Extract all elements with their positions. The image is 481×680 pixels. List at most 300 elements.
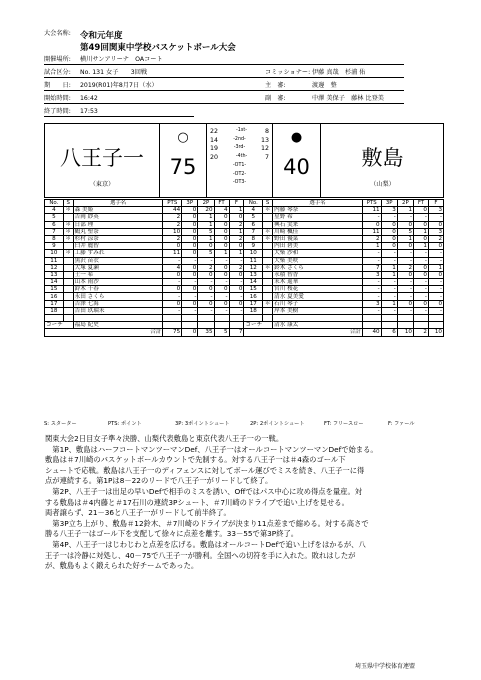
- legend-foul: F: ファール: [388, 421, 415, 427]
- home-player-name: 吉澤 七海: [73, 300, 163, 307]
- col-header-no: No.: [45, 200, 64, 207]
- total-row: [45, 329, 444, 336]
- away-player-2p: -: [397, 293, 413, 300]
- period-scores: [207, 128, 272, 188]
- empty-cell: [63, 315, 73, 322]
- home-player-2p: -: [198, 279, 214, 286]
- report-line: 敷島は＃7川崎のバスケットボールカウントで先制する。対する八王子一は＃4森のゴール下: [45, 455, 346, 465]
- home-total-f: 7: [229, 329, 244, 336]
- period-home: 22: [210, 128, 219, 135]
- away-player-3p: 0: [381, 243, 397, 250]
- home-starter-mark: [63, 271, 73, 278]
- empty-cell: [73, 315, 163, 322]
- empty-cell: [244, 315, 263, 322]
- away-player-3p: -: [381, 250, 397, 257]
- home-starter-mark: ＊: [63, 250, 73, 257]
- home-player-points: -: [163, 257, 182, 264]
- home-player-ft: 0: [214, 235, 229, 242]
- table-row: [45, 300, 444, 307]
- legend-3p: 3P: 3ポイントシュート: [175, 421, 230, 427]
- away-player-2p: -: [397, 279, 413, 286]
- period-away: 7: [264, 153, 269, 161]
- away-player-name: 清水 夏美愛: [273, 293, 363, 300]
- away-player-name: 川崎 楓佳: [273, 228, 363, 235]
- table-row: [45, 207, 444, 214]
- col-header-2p: 2P: [397, 200, 413, 207]
- away-player-name: 興石 実来: [273, 221, 363, 228]
- period-away: 8: [264, 128, 269, 135]
- away-total-label: 合計: [244, 329, 362, 336]
- away-player-fouls: 0: [428, 221, 443, 228]
- away-player-3p: 1: [381, 264, 397, 271]
- away-player-3p: 0: [381, 228, 397, 235]
- empty-cell: [182, 315, 198, 322]
- col-header-s: S: [63, 200, 73, 207]
- away-player-name: 野田 優菜: [273, 235, 363, 242]
- empty-cell: [163, 322, 182, 329]
- report-line: 王子一は冷静に対処し、40－75で八王子一が勝利。全国への切符を手に入れた。敗れはしたが: [45, 550, 356, 560]
- away-starter-mark: [263, 286, 273, 293]
- home-player-points: 44: [163, 207, 182, 214]
- away-starter-mark: [263, 293, 273, 300]
- home-player-3p: -: [182, 257, 198, 264]
- table-row: [45, 279, 444, 286]
- empty-cell: [214, 315, 229, 322]
- away-starter-mark: [263, 250, 273, 257]
- home-player-number: 8: [45, 235, 64, 242]
- table-row: [45, 214, 444, 221]
- home-player-2p: -: [198, 293, 214, 300]
- table-row-empty: [45, 315, 444, 322]
- col-header-ft: FT: [214, 200, 229, 207]
- home-player-2p: 0: [198, 271, 214, 278]
- row4-underline: [44, 116, 194, 117]
- away-starter-mark: [263, 279, 273, 286]
- col-header-s: S: [263, 200, 273, 207]
- home-player-2p: -: [198, 307, 214, 314]
- home-player-2p: 5: [198, 250, 214, 257]
- away-player-points: -: [362, 257, 381, 264]
- home-player-ft: -: [214, 307, 229, 314]
- col-header-name: 選手名: [73, 200, 163, 207]
- away-starter-mark: ＊: [263, 300, 273, 307]
- away-player-fouls: 0: [428, 243, 443, 250]
- away-player-3p: 3: [381, 207, 397, 214]
- away-player-ft: -: [414, 307, 429, 314]
- empty-cell: [362, 315, 381, 322]
- empty-cell: [414, 322, 429, 329]
- home-player-2p: 0: [198, 286, 214, 293]
- table-row: [45, 243, 444, 250]
- home-player-fouls: 1: [229, 228, 244, 235]
- home-player-name: 日部 理: [73, 221, 163, 228]
- legend-ft: FT: フリースロー: [324, 421, 364, 427]
- home-player-2p: 20: [198, 207, 214, 214]
- table-row: [45, 257, 444, 264]
- home-player-3p: -: [182, 279, 198, 286]
- home-player-3p: -: [182, 307, 198, 314]
- end-time: 17:53: [80, 108, 98, 115]
- away-player-3p: -: [381, 293, 397, 300]
- home-starter-mark: [63, 257, 73, 264]
- table-header-row: [45, 200, 444, 207]
- away-player-ft: 1: [414, 243, 429, 250]
- home-total-ft: 5: [214, 329, 229, 336]
- away-player-3p: -: [381, 307, 397, 314]
- home-player-fouls: 0: [229, 271, 244, 278]
- empty-cell: [428, 322, 443, 329]
- away-player-ft: 0: [414, 300, 429, 307]
- home-player-3p: 0: [182, 271, 198, 278]
- empty-cell: [198, 315, 214, 322]
- home-player-fouls: -: [229, 257, 244, 264]
- away-player-name: 星野 希: [273, 214, 363, 221]
- period-label: -2nd-: [233, 136, 246, 142]
- away-player-ft: -: [414, 257, 429, 264]
- period-row: [207, 154, 272, 163]
- home-player-name: 森 美姫: [73, 207, 163, 214]
- away-player-ft: -: [414, 286, 429, 293]
- away-player-name: 内田 碧美: [273, 243, 363, 250]
- home-player-name: 黒沢 苗衣: [73, 257, 163, 264]
- game-no-label: 試合区分:: [44, 69, 71, 76]
- away-player-points: 11: [362, 207, 381, 214]
- away-player-2p: 0: [397, 300, 413, 307]
- empty-cell: [263, 315, 273, 322]
- home-player-name: 工藤 すみれ: [73, 250, 163, 257]
- home-player-3p: -: [182, 293, 198, 300]
- empty-cell: [414, 315, 429, 322]
- away-player-3p: -: [381, 279, 397, 286]
- home-player-3p: 0: [182, 235, 198, 242]
- home-player-points: -: [163, 293, 182, 300]
- empty-cell: [45, 315, 64, 322]
- home-player-ft: 4: [214, 207, 229, 214]
- home-player-fouls: 0: [229, 300, 244, 307]
- ot-label: -OT1-: [232, 163, 247, 168]
- home-starter-mark: [63, 300, 73, 307]
- home-player-number: 4: [45, 207, 64, 214]
- away-player-name: 大柴 美咲: [273, 257, 363, 264]
- away-player-number: 14: [244, 279, 263, 286]
- away-player-ft: 0: [414, 264, 429, 271]
- commissioner-label: コミッショナー:: [265, 69, 311, 76]
- home-starter-mark: [63, 286, 73, 293]
- home-total-p3: 0: [182, 329, 198, 336]
- away-player-ft: -: [414, 250, 429, 257]
- home-player-points: 0: [163, 300, 182, 307]
- away-player-ft: -: [414, 214, 429, 221]
- home-player-fouls: 0: [229, 214, 244, 221]
- period-away: 13: [260, 136, 269, 144]
- game-report: [45, 434, 450, 572]
- home-player-name: 大塚 夏瀬: [73, 264, 163, 271]
- home-player-number: 6: [45, 221, 64, 228]
- away-player-number: 12: [244, 264, 263, 271]
- away-player-2p: 0: [397, 271, 413, 278]
- table-row: [45, 271, 444, 278]
- home-player-2p: 1: [198, 214, 214, 221]
- period-row: [207, 145, 272, 154]
- home-player-ft: 0: [214, 243, 229, 250]
- home-starter-mark: [63, 293, 73, 300]
- table-row: [45, 307, 444, 314]
- coach-row: [45, 322, 444, 329]
- table-row: [45, 250, 444, 257]
- away-player-2p: 0: [397, 243, 413, 250]
- home-player-3p: 0: [182, 300, 198, 307]
- legend-2p: 2P: 2ポイントシュート: [250, 421, 305, 427]
- home-player-ft: -: [214, 257, 229, 264]
- period-label: -3rd-: [233, 145, 246, 150]
- home-player-number: 17: [45, 300, 64, 307]
- col-header-3p: 3P: [182, 200, 198, 207]
- away-starter-mark: ＊: [263, 264, 273, 271]
- home-player-2p: 1: [198, 235, 214, 242]
- away-player-3p: 0: [381, 221, 397, 228]
- referee: 渡邊 整: [312, 82, 337, 89]
- away-total-ft: 2: [414, 329, 429, 336]
- home-player-number: 9: [45, 243, 64, 250]
- umpire-label: 副 審:: [265, 95, 286, 102]
- home-player-number: 18: [45, 307, 64, 314]
- period-row: [207, 137, 272, 146]
- away-player-number: 6: [244, 221, 263, 228]
- col-header-f: F: [229, 200, 244, 207]
- away-player-fouls: 1: [428, 264, 443, 271]
- away-player-name: 鈴木 さくら: [273, 264, 363, 271]
- away-player-name: 永積 智香: [273, 271, 363, 278]
- away-starter-mark: [263, 243, 273, 250]
- away-player-number: 9: [244, 243, 263, 250]
- score-divider-right: [320, 123, 321, 198]
- away-player-points: 2: [362, 235, 381, 242]
- report-line: 点が連続する。第1Pは8－22のリードで八王子一がリードして終了。: [45, 476, 273, 486]
- home-player-number: 11: [45, 257, 64, 264]
- home-player-3p: 0: [182, 286, 198, 293]
- home-player-3p: 0: [182, 228, 198, 235]
- empty-cell: [428, 315, 443, 322]
- home-player-2p: 0: [198, 300, 214, 307]
- end-label: 終了時間:: [44, 108, 71, 115]
- away-player-ft: 0: [414, 207, 429, 214]
- tournament-label: 大会名称:: [44, 30, 71, 37]
- away-player-ft: 0: [414, 235, 429, 242]
- home-player-2p: 2: [198, 264, 214, 271]
- home-player-number: 12: [45, 264, 64, 271]
- home-player-3p: 0: [182, 221, 198, 228]
- report-line: 第3P立ち上がり、敷島＃12鈴木、＃7川崎のドライブが決まり11点差まで縮める。対する高さで: [45, 518, 369, 528]
- home-starter-mark: ＊: [63, 235, 73, 242]
- empty-cell: [381, 315, 397, 322]
- home-player-ft: 0: [214, 264, 229, 271]
- empty-cell: [397, 322, 413, 329]
- home-player-points: -: [163, 279, 182, 286]
- col-header-2p: 2P: [198, 200, 214, 207]
- away-prefecture: （山梨）: [370, 181, 395, 188]
- away-player-2p: -: [397, 257, 413, 264]
- away-player-ft: -: [414, 279, 429, 286]
- away-player-fouls: 0: [428, 271, 443, 278]
- away-player-fouls: -: [428, 257, 443, 264]
- away-player-number: 18: [244, 307, 263, 314]
- home-player-points: -: [163, 307, 182, 314]
- home-player-name: 山本 雨沙: [73, 279, 163, 286]
- home-player-name: 鶴丸 聖奈: [73, 228, 163, 235]
- home-player-2p: 5: [198, 228, 214, 235]
- home-player-2p: -: [198, 257, 214, 264]
- away-player-ft: 0: [414, 271, 429, 278]
- footer-organizer: 埼玉県中学校体育連盟: [355, 663, 416, 670]
- away-player-number: 11: [244, 257, 263, 264]
- away-starter-mark: [263, 257, 273, 264]
- away-player-points: -: [362, 214, 381, 221]
- period-label: -1st-: [236, 128, 247, 133]
- away-player-points: 3: [362, 300, 381, 307]
- away-team-name: 敷島: [361, 146, 404, 170]
- home-player-fouls: -: [229, 279, 244, 286]
- away-player-number: 15: [244, 286, 263, 293]
- away-player-number: 16: [244, 293, 263, 300]
- away-player-fouls: 0: [428, 300, 443, 307]
- home-win-mark: ○: [177, 130, 189, 145]
- period-home: 19: [210, 145, 219, 152]
- away-starter-mark: [263, 307, 273, 314]
- legend-points: PTS: ポイント: [108, 421, 142, 427]
- home-player-number: 5: [45, 214, 64, 221]
- away-player-fouls: 2: [428, 235, 443, 242]
- away-player-name: 宮川 桜花: [273, 286, 363, 293]
- ot-label: -OT3-: [232, 180, 247, 185]
- away-total-p2: 10: [397, 329, 413, 336]
- home-player-name: 鈴木 千春: [73, 286, 163, 293]
- report-line: が、敷島もよく鍛えられた好チームであった。: [45, 561, 199, 571]
- away-player-2p: -: [397, 250, 413, 257]
- col-header-ft: FT: [414, 200, 429, 207]
- home-player-ft: 0: [214, 271, 229, 278]
- away-player-points: 7: [362, 264, 381, 271]
- home-player-ft: 0: [214, 300, 229, 307]
- date-label: 期 日:: [44, 82, 71, 89]
- home-player-name: 永田 さくら: [73, 293, 163, 300]
- home-starter-mark: ＊: [63, 221, 73, 228]
- away-starter-mark: ＊: [263, 207, 273, 214]
- tournament-line2: 第49回関東中学校バスケットボール大会: [80, 43, 236, 53]
- away-total-p3: 6: [381, 329, 397, 336]
- umpire: 中澤 美保子 藤林 比登美: [312, 95, 384, 102]
- home-player-fouls: 0: [229, 286, 244, 293]
- home-player-3p: 0: [182, 207, 198, 214]
- home-player-name: 吉岡 紗英: [73, 214, 163, 221]
- venue-label: 開催場所:: [44, 56, 71, 63]
- away-player-points: -: [362, 307, 381, 314]
- away-score: 40: [283, 155, 310, 179]
- away-player-number: 4: [244, 207, 263, 214]
- home-team-name: 八王子一: [60, 146, 144, 170]
- report-line: 第1P、敷島はハーフコートマンツーマンDef、八王子一はオールコートマンツーマンDefで始まる。: [45, 444, 378, 454]
- away-player-points: 0: [362, 221, 381, 228]
- away-player-number: 13: [244, 271, 263, 278]
- away-loss-mark: ●: [290, 130, 303, 145]
- period-label: -4th-: [235, 153, 248, 159]
- home-starter-mark: [63, 279, 73, 286]
- away-player-fouls: -: [428, 214, 443, 221]
- home-player-fouls: 0: [229, 243, 244, 250]
- empty-cell: [163, 315, 182, 322]
- away-player-2p: -: [397, 307, 413, 314]
- away-player-2p: 2: [397, 264, 413, 271]
- col-header-f: F: [428, 200, 443, 207]
- away-player-name: 石川 琴子: [273, 300, 363, 307]
- away-starter-mark: [263, 221, 273, 228]
- period-row: [207, 128, 272, 137]
- home-total-label: 合計: [45, 329, 163, 336]
- home-player-number: 7: [45, 228, 64, 235]
- away-player-2p: -: [397, 214, 413, 221]
- home-player-ft: 0: [214, 228, 229, 235]
- home-player-ft: -: [214, 279, 229, 286]
- home-player-number: 15: [45, 286, 64, 293]
- home-player-name: 土一 希: [73, 271, 163, 278]
- empty-cell: [229, 322, 244, 329]
- away-player-3p: -: [381, 257, 397, 264]
- home-starter-mark: ＊: [63, 207, 73, 214]
- empty-cell: [214, 322, 229, 329]
- game-no: No. 131 女子 3回戦: [80, 69, 148, 76]
- table-row: [45, 228, 444, 235]
- row1-underline: [44, 77, 404, 78]
- home-starter-mark: [63, 214, 73, 221]
- away-player-ft: 1: [414, 228, 429, 235]
- col-header-pts: PTS: [362, 200, 381, 207]
- table-row: [45, 286, 444, 293]
- stats-table: [44, 199, 444, 337]
- table-row: [45, 264, 444, 271]
- referee-label: 主 審:: [265, 82, 286, 89]
- start-label: 開始時間:: [44, 95, 71, 102]
- home-score: 75: [169, 155, 197, 179]
- table-row: [45, 221, 444, 228]
- table-row: [45, 235, 444, 242]
- away-player-fouls: 3: [428, 207, 443, 214]
- home-player-points: 11: [163, 250, 182, 257]
- empty-cell: [397, 315, 413, 322]
- away-starter-mark: ＊: [263, 235, 273, 242]
- away-player-points: -: [362, 293, 381, 300]
- home-player-fouls: 2: [229, 235, 244, 242]
- home-player-points: 10: [163, 228, 182, 235]
- home-total-p2: 35: [198, 329, 214, 336]
- away-player-fouls: -: [428, 279, 443, 286]
- home-player-3p: 0: [182, 264, 198, 271]
- away-player-fouls: -: [428, 307, 443, 314]
- away-player-fouls: -: [428, 250, 443, 257]
- col-header-pts: PTS: [163, 200, 182, 207]
- row3-underline: [44, 103, 404, 104]
- row2-underline: [44, 90, 404, 91]
- col-header-name: 選手名: [273, 200, 363, 207]
- away-player-points: -: [362, 286, 381, 293]
- home-player-number: 13: [45, 271, 64, 278]
- away-player-points: 11: [362, 228, 381, 235]
- col-header-3p: 3P: [381, 200, 397, 207]
- away-player-points: 3: [362, 271, 381, 278]
- home-player-3p: 0: [182, 214, 198, 221]
- away-player-2p: 0: [397, 221, 413, 228]
- away-coach-label: コーチ: [244, 322, 273, 329]
- away-player-ft: -: [414, 293, 429, 300]
- away-player-2p: -: [397, 286, 413, 293]
